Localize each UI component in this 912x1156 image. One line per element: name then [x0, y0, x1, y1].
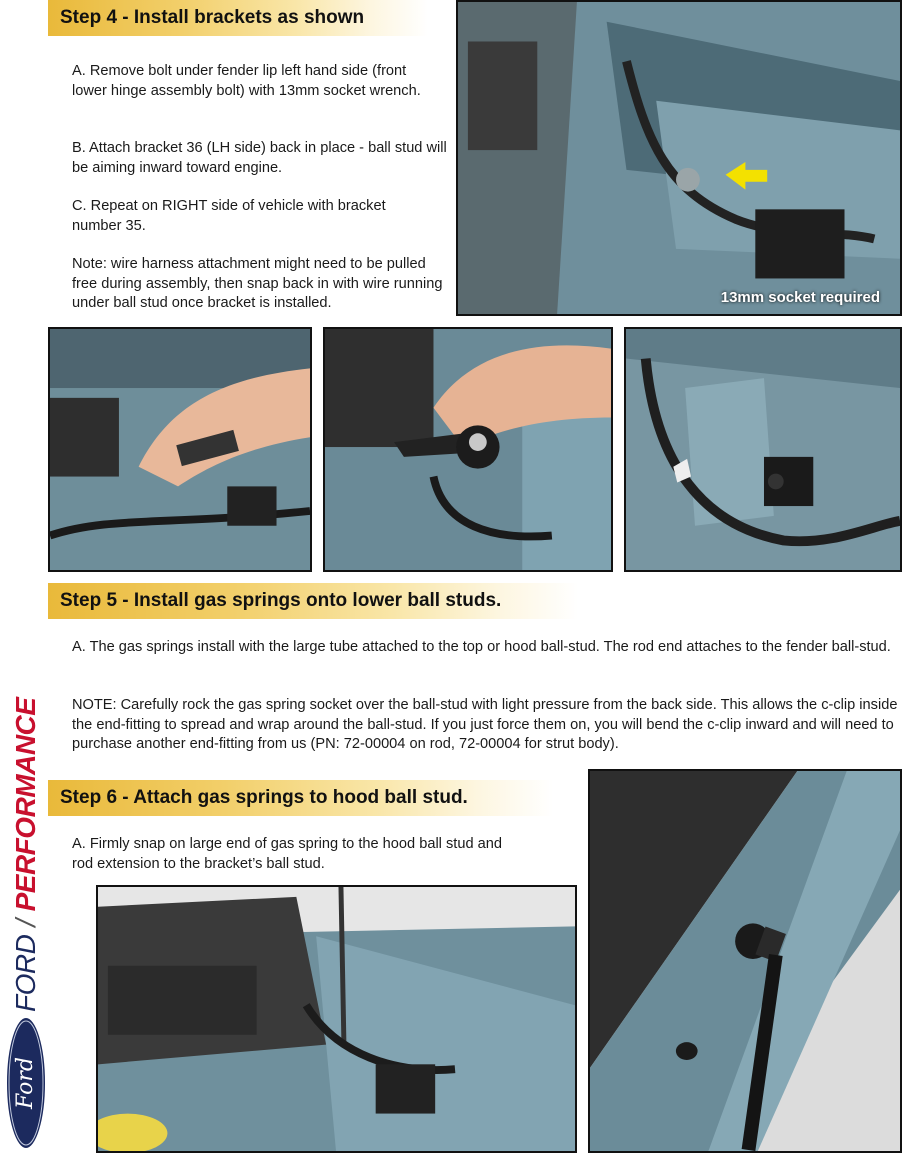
- step5-header: [48, 583, 578, 619]
- brand-performance: PERFORMANCE: [10, 697, 41, 912]
- step4-para-b: B. Attach bracket 36 (LH side) back in place - ball stud will be aiming inward toward engine.: [72, 140, 447, 176]
- photo-attach-bracket: [323, 327, 613, 572]
- brand-separator: /: [10, 919, 41, 927]
- step5-note: NOTE: Carefully rock the gas spring socket over the ball-stud with light pressure from the back side. This allows the c-clip inside the end-fitting to spread and wrap around the ball-stud. If you just force them on, you will bend the c-clip inward and will need to purchase another end-fitting from us (PN: 72-00004 on rod, 72-00004 for strut body).: [72, 697, 898, 752]
- ford-performance-wordmark: [6, 697, 46, 1032]
- step5-para-a: A. The gas springs install with the large tube attached to the top or hood ball-stud. The rod end attaches to the fender ball-stud.: [72, 639, 891, 655]
- photo-caption: 13mm socket required: [720, 289, 880, 306]
- ford-oval-logo: [4, 1014, 48, 1152]
- photo-bolt-location: [456, 0, 902, 316]
- step4-note: Note: wire harness attachment might need to be pulled free during assembly, then snap back in with wire running under ball stud once bracket is installed.: [72, 256, 443, 311]
- step4-header: [48, 0, 428, 36]
- photo-bracket-installed: [624, 327, 902, 572]
- step4-para-a: A. Remove bolt under fender lip left hand side (front lower hinge assembly bolt) with 13mm socket wrench.: [72, 63, 421, 99]
- photo-remove-bolt: [48, 327, 312, 572]
- brand-ford: FORD: [10, 934, 41, 1012]
- step5-title: Step 5 - Install gas springs onto lower ball studs.: [60, 590, 502, 611]
- step6-para-a: A. Firmly snap on large end of gas spring to the hood ball stud and rod extension to the bracket’s ball stud.: [72, 836, 502, 872]
- step6-title: Step 6 - Attach gas springs to hood ball stud.: [60, 787, 468, 808]
- step4-para-c: C. Repeat on RIGHT side of vehicle with bracket number 35.: [72, 198, 386, 234]
- svg-text:Ford: Ford: [13, 1057, 38, 1109]
- photo-hood-ball-stud: [588, 769, 902, 1153]
- step6-header: [48, 780, 553, 816]
- photo-gas-spring-installed: [96, 885, 577, 1153]
- step4-title: Step 4 - Install brackets as shown: [60, 7, 365, 28]
